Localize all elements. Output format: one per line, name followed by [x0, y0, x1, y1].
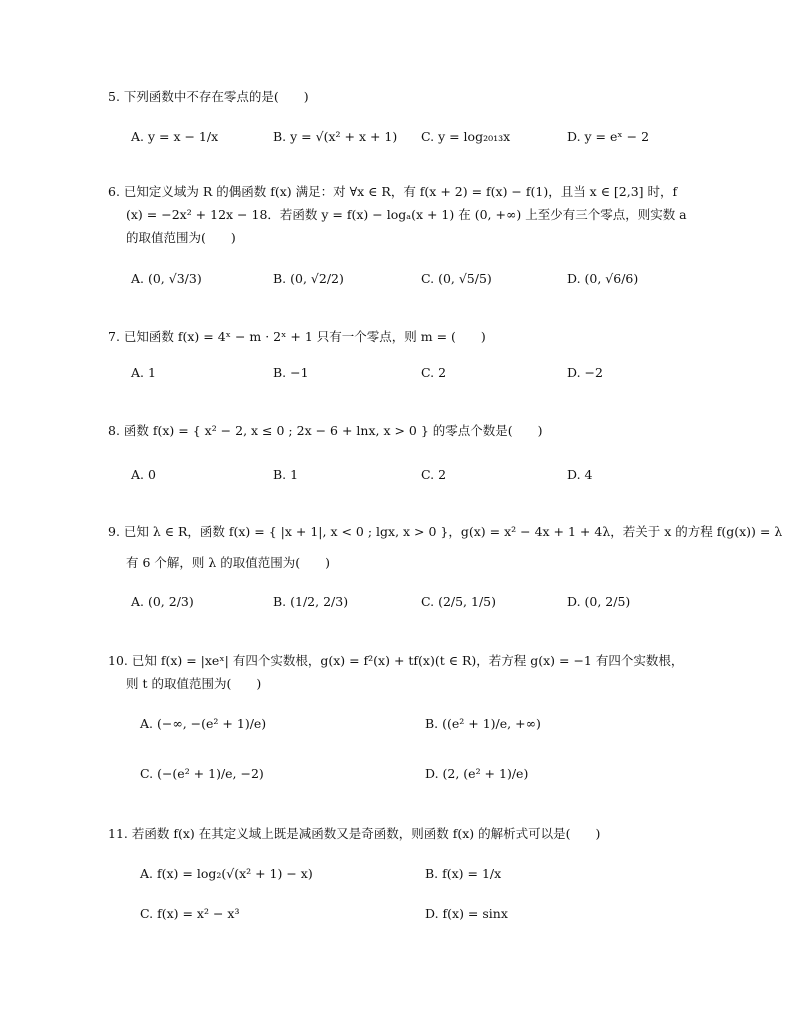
question-10-option-a: A. (−∞, −(e² + 1)/e) — [140, 716, 267, 731]
question-8-option-b: B. 1 — [273, 467, 299, 482]
question-8-stem: 8. 函数 f(x) = { x² − 2, x ≤ 0 ; 2x − 6 + lnx, x > 0 } 的零点个数是( ) — [108, 423, 543, 438]
question-9-option-c: C. (2/5, 1/5) — [421, 594, 496, 609]
question-9-option-b: B. (1/2, 2/3) — [273, 594, 349, 609]
question-11-option-d: D. f(x) = sinx — [425, 906, 508, 921]
question-8-option-d: D. 4 — [567, 467, 593, 482]
question-6-option-c: C. (0, √5/5) — [421, 271, 492, 286]
question-10-option-d: D. (2, (e² + 1)/e) — [425, 766, 529, 781]
question-5-option-d: D. y = eˣ − 2 — [567, 129, 650, 144]
question-7-option-b: B. −1 — [273, 365, 309, 380]
question-10-option-c: C. (−(e² + 1)/e, −2) — [140, 766, 264, 781]
question-5-option-c: C. y = log₂₀₁₃x — [421, 129, 511, 144]
question-11-option-a: A. f(x) = log₂(√(x² + 1) − x) — [140, 866, 313, 881]
question-6-option-d: D. (0, √6/6) — [567, 271, 639, 286]
question-10-stem-line-1: 10. 已知 f(x) = |xeˣ| 有四个实数根，g(x) = f²(x) + tf(x)(t ∈ R)，若方程 g(x) = −1 有四个实数根， — [108, 653, 684, 668]
question-9-option-a: A. (0, 2/3) — [131, 594, 194, 609]
question-5-stem: 5. 下列函数中不存在零点的是( ) — [108, 89, 309, 104]
question-7-option-c: C. 2 — [421, 365, 447, 380]
question-8-option-a: A. 0 — [131, 467, 156, 482]
question-7-option-a: A. 1 — [131, 365, 156, 380]
question-9-stem-line-1: 9. 已知 λ ∈ R，函数 f(x) = { |x + 1|, x < 0 ; lgx, x > 0 }，g(x) = x² − 4x + 1 + 4λ，若关于 x 的方程 f(g(x)) = λ — [108, 524, 783, 539]
question-9-option-d: D. (0, 2/5) — [567, 594, 631, 609]
question-11-option-b: B. f(x) = 1/x — [425, 866, 502, 881]
question-7-option-d: D. −2 — [567, 365, 603, 380]
question-6-stem-line-1: 6. 已知定义域为 R 的偶函数 f(x) 满足：对 ∀x ∈ R，有 f(x + 2) = f(x) − f(1)，且当 x ∈ [2,3] 时，f — [108, 184, 678, 199]
question-9-stem-line-2: 有 6 个解，则 λ 的取值范围为( ) — [126, 555, 331, 570]
question-11-stem: 11. 若函数 f(x) 在其定义域上既是减函数又是奇函数，则函数 f(x) 的解析式可以是( ) — [108, 826, 601, 841]
question-6-stem-line-3: 的取值范围为( ) — [126, 230, 236, 245]
question-5-option-a: A. y = x − 1/x — [131, 129, 219, 144]
question-5-option-b: B. y = √(x² + x + 1) — [273, 129, 398, 144]
question-6-stem-line-2: (x) = −2x² + 12x − 18．若函数 y = f(x) − logₐ(x + 1) 在 (0, +∞) 上至少有三个零点，则实数 a — [126, 207, 687, 222]
question-10-stem-line-2: 则 t 的取值范围为( ) — [126, 676, 262, 691]
question-11-option-c: C. f(x) = x² − x³ — [140, 906, 240, 921]
question-8-option-c: C. 2 — [421, 467, 447, 482]
question-10-option-b: B. ((e² + 1)/e, +∞) — [425, 716, 541, 731]
question-7-stem: 7. 已知函数 f(x) = 4ˣ − m · 2ˣ + 1 只有一个零点，则 m = ( ) — [108, 329, 486, 344]
question-6-option-a: A. (0, √3/3) — [131, 271, 202, 286]
question-6-option-b: B. (0, √2/2) — [273, 271, 344, 286]
